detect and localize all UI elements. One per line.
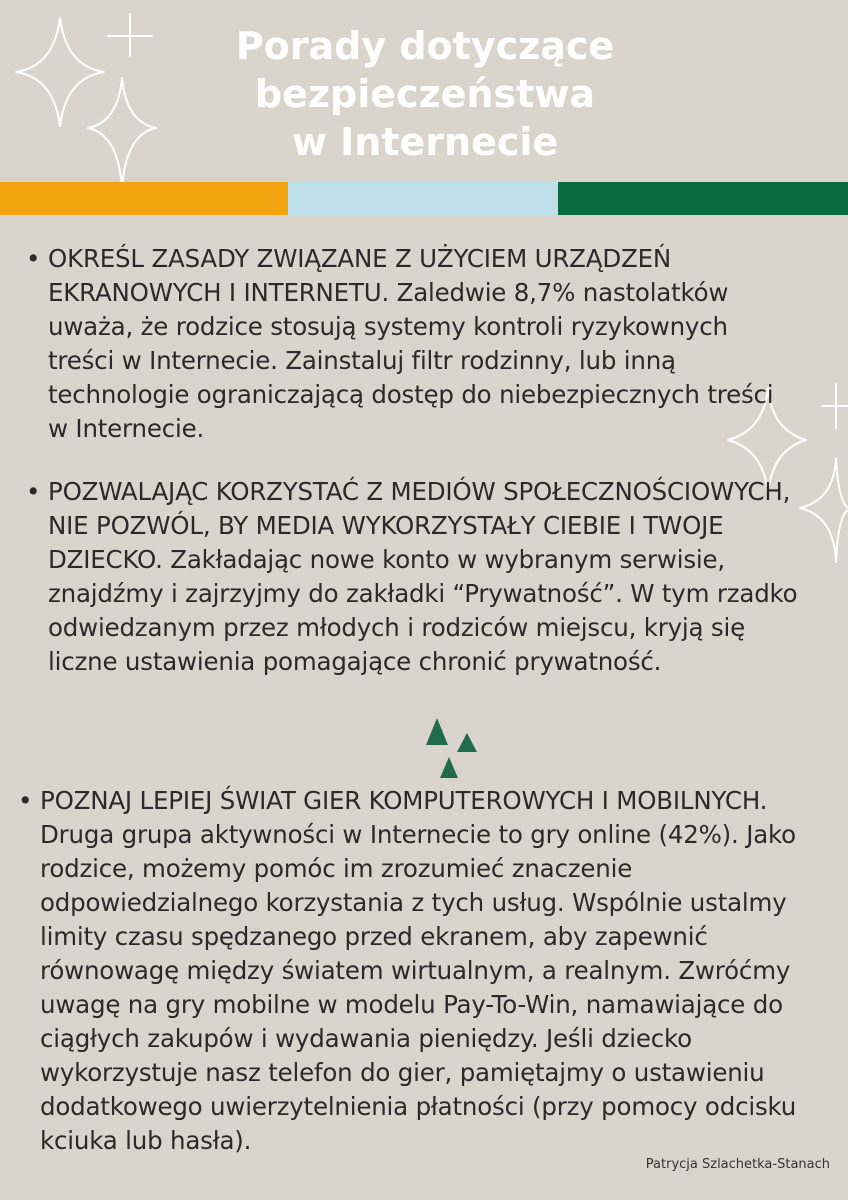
sparkle-icon — [822, 384, 848, 428]
author-signature: Patrycja Szlachetka-Stanach — [645, 1157, 830, 1172]
triangle-icon — [426, 718, 448, 745]
stripe-green — [558, 182, 848, 215]
sparkle-icon — [108, 14, 152, 56]
stripe-light-blue — [288, 182, 558, 215]
bullet: • — [26, 244, 41, 273]
color-stripes — [0, 182, 848, 215]
list-item — [26, 475, 804, 679]
bullet: • — [18, 786, 33, 815]
title-line-3: w Internecie — [291, 120, 559, 164]
title-line-2: bezpieczeństwa — [254, 72, 596, 116]
sparkle-icon — [88, 78, 156, 188]
sparkle-icon — [16, 18, 104, 126]
triangle-icon — [440, 757, 458, 778]
page-title — [180, 22, 670, 166]
list-item — [18, 784, 840, 1158]
sparkle-icon — [800, 458, 848, 562]
item-text: POZWALAJĄC KORZYSTAĆ Z MEDIÓW SPOŁECZNOŚCIOWYCH, NIE POZWÓL, BY MEDIA WYKORZYSTAŁY CIEBIE I TWOJE DZIECKO. Zakładając nowe konto w wybranym serwisie, znajdźmy i zajrzyjmy do zakładki “Prywatność”. W tym rzadko odwiedzanym przez młodych i rodziców miejscu, kryją się liczne ustawienia pomagające chronić prywatność. — [48, 477, 798, 676]
list-item — [26, 242, 800, 446]
stripe-orange — [0, 182, 288, 215]
item-text: POZNAJ LEPIEJ ŚWIAT GIER KOMPUTEROWYCH I MOBILNYCH. Druga grupa aktywności w Internecie to gry online (42%). Jako rodzice, możemy pomóc im zrozumieć znaczenie odpowiedzialnego korzystania z tych usług. Wspólnie ustalmy limity czasu spędzanego przed ekranem, aby zapewnić równowagę między światem wirtualnym, a realnym. Zwróćmy uwagę na gry mobilne w modelu Pay-To-Win, namawiające do ciągłych zakupów i wydawania pieniędzy. Jeśli dziecko wykorzystuje nasz telefon do gier, pamiętajmy o ustawieniu dodatkowego uwierzytelnienia płatności (przy pomocy odcisku kciuka lub hasła). — [40, 786, 797, 1155]
bullet: • — [26, 477, 41, 506]
item-text: OKREŚL ZASADY ZWIĄZANE Z UŻYCIEM URZĄDZEŃ EKRANOWYCH I INTERNETU. Zaledwie 8,7% nastolatków uważa, że rodzice stosują systemy kontroli ryzykownych treści w Internecie. Zainstaluj filtr rodzinny, lub inną technologie ograniczającą dostęp do niebezpiecznych treści w Internecie. — [48, 244, 774, 443]
title-line-1: Porady dotyczące — [235, 24, 615, 68]
triangle-icon — [457, 733, 477, 752]
